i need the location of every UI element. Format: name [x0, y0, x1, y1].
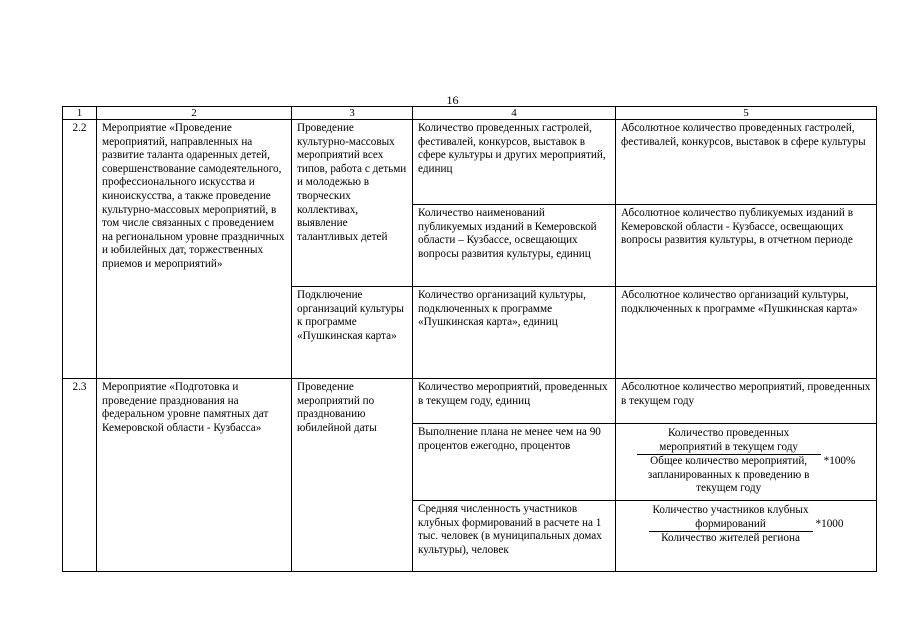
calculation-cell: Абсолютное количество мероприятий, проведенных в текущем году — [616, 379, 877, 424]
indicator-cell: Выполнение плана не менее чем на 90 процентов ежегодно, процентов — [413, 424, 616, 501]
task-cell: Проведение мероприятий по празднованию юбилейной даты — [292, 379, 413, 572]
table-row — [63, 379, 877, 424]
calculation-cell: Абсолютное количество организаций культуры, подключенных к программе «Пушкинская карта» — [616, 287, 877, 379]
indicators-table — [62, 106, 877, 572]
row-number: 2.3 — [63, 379, 97, 572]
calculation-cell: Абсолютное количество публикуемых изданий в Кемеровской области - Кузбассе, освещающих вопросы развития культуры, в отчетном периоде — [616, 205, 877, 287]
formula-per-thousand — [621, 504, 871, 546]
header-col-4: 4 — [413, 107, 616, 120]
formula-multiplier: *1000 — [815, 518, 844, 531]
header-col-1: 1 — [63, 107, 97, 120]
header-col-5: 5 — [616, 107, 877, 120]
indicator-cell: Средняя численность участников клубных формирований в расчете на 1 тыс. человек (в муниципальных домах культуры), человек — [413, 501, 616, 572]
formula-denominator: Количество жителей региона — [661, 532, 800, 545]
formula-numerator: Количество участников клубных формирований — [649, 504, 813, 532]
row-number: 2.2 — [63, 120, 97, 379]
event-cell: Мероприятие «Проведение мероприятий, направленных на развитие таланта одаренных детей, совершенствование самодеятельного, профессионального искусства и киноискусства, а также проведение культурно-массовых мероприятий, в том числе связанных с проведением на региональном уровне праздничных и юбилейных дат, торжественных приемов и мероприятий» — [97, 120, 292, 379]
header-col-3: 3 — [292, 107, 413, 120]
table-header-row — [63, 107, 877, 120]
header-col-2: 2 — [97, 107, 292, 120]
calculation-cell: Абсолютное количество проведенных гастролей, фестивалей, конкурсов, выставок в сфере культуры — [616, 120, 877, 205]
indicator-cell: Количество организаций культуры, подключенных к программе «Пушкинская карта», единиц — [413, 287, 616, 379]
formula-percent — [621, 427, 871, 496]
task-cell: Подключение организаций культуры к программе «Пушкинская карта» — [292, 287, 413, 379]
calculation-cell — [616, 501, 877, 572]
formula-numerator: Количество проведенных мероприятий в текущем году — [637, 427, 821, 455]
table-row — [63, 120, 877, 205]
page-number: 16 — [446, 93, 459, 107]
indicator-cell: Количество проведенных гастролей, фестивалей, конкурсов, выставок в сфере культуры и других мероприятий, единиц — [413, 120, 616, 205]
task-cell: Проведение культурно-массовых мероприятий всех типов, работа с детьми и молодежью в творческих коллективах, выявление талантливых детей — [292, 120, 413, 287]
indicator-cell: Количество мероприятий, проведенных в текущем году, единиц — [413, 379, 616, 424]
calculation-cell — [616, 424, 877, 501]
event-cell: Мероприятие «Подготовка и проведение празднования на федеральном уровне памятных дат Кемеровской области - Кузбасса» — [97, 379, 292, 572]
formula-denominator: Общее количество мероприятий, запланированных к проведению в текущем году — [647, 455, 810, 495]
indicator-cell: Количество наименований публикуемых изданий в Кемеровской области – Кузбассе, освещающих вопросы развития культуры, единиц — [413, 205, 616, 287]
formula-multiplier: *100% — [823, 454, 856, 467]
